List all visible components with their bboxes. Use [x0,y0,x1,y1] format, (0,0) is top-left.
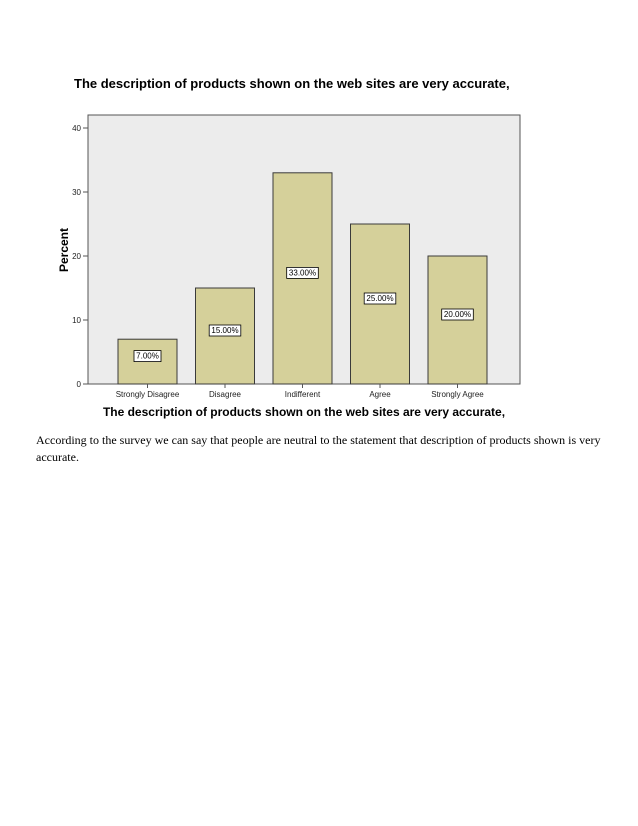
data-label: 25.00% [366,294,394,303]
caption-text: According to the survey we can say that people are neutral to the statement that description of products shown is very accurate. [36,433,601,464]
x-tick-label: Strongly Agree [431,390,484,399]
x-tick-label: Agree [369,390,391,399]
x-axis [116,384,485,399]
y-tick-label: 30 [72,188,81,197]
y-axis [72,124,88,389]
data-label: 33.00% [288,268,317,278]
y-axis-title: Percent [57,227,71,273]
x-tick-label: Disagree [208,390,242,399]
data-label: 20.00% [443,310,472,319]
y-tick-label: 10 [72,316,81,325]
y-tick-label: 40 [72,124,81,133]
x-tick-label: Strongly Disagree [115,390,180,399]
data-label: 7.00% [136,351,159,361]
chart-title: The description of products shown on the web sites are very accurate, [74,76,510,91]
y-tick-label: 0 [76,380,81,389]
x-axis-title: The description of products shown on the web sites are very accurate, [102,405,506,419]
data-label: 15.00% [211,326,239,335]
x-tick-label: Indifferent [284,390,321,399]
y-tick-label: 20 [72,252,81,261]
